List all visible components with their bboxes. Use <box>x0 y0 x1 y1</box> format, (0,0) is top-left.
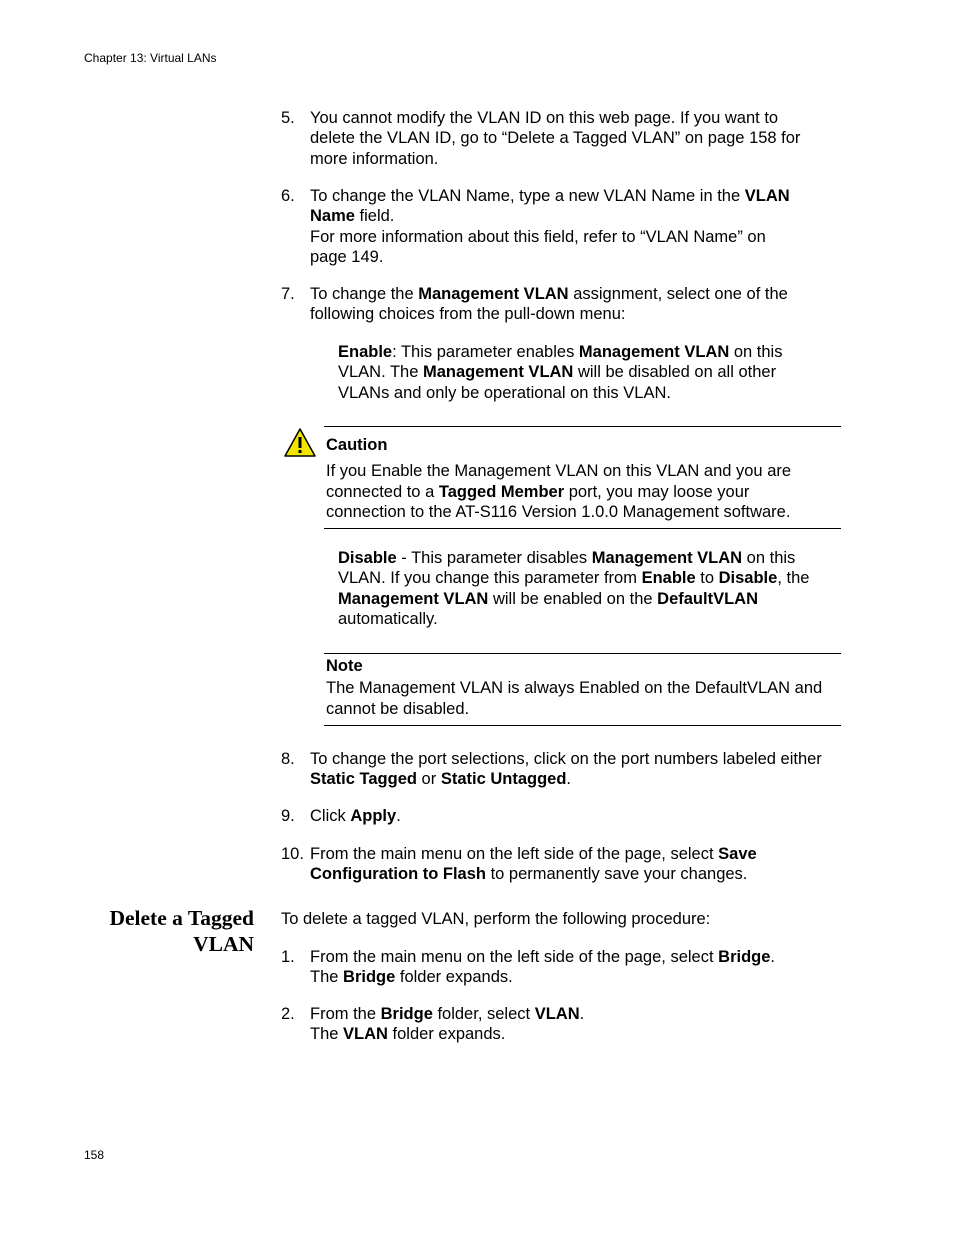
text-line: If you Enable the Management VLAN on this VLAN and you are <box>326 462 792 481</box>
bold-text: Bridge <box>718 948 771 966</box>
step-number: 1. <box>281 948 295 966</box>
step-text-line: For more information about this field, refer to “VLAN Name” on <box>310 227 766 246</box>
bold-text: Disable <box>718 569 778 588</box>
delete-step-1 <box>281 947 841 988</box>
text: Click <box>310 807 351 825</box>
step-number: 5. <box>281 109 295 127</box>
enable-description <box>338 342 838 403</box>
bold-text: Save <box>718 845 757 863</box>
text: . <box>770 948 776 966</box>
bold-text: Bridge <box>343 968 396 987</box>
bold-text: Enable <box>641 569 696 588</box>
text-line: connection to the AT-S116 Version 1.0.0 Management software. <box>326 503 791 522</box>
text: From the main menu on the left side of the page, select <box>310 948 719 966</box>
text: folder expands. <box>395 968 513 987</box>
text: on this <box>742 549 796 567</box>
step-number: 7. <box>281 285 295 303</box>
note-box <box>324 653 841 726</box>
step-text-line: To change the port selections, click on the port numbers labeled either <box>310 750 822 768</box>
caution-icon <box>283 427 317 458</box>
bold-text: Management VLAN <box>423 363 574 382</box>
text: field. <box>354 207 395 226</box>
bold-text: Tagged Member <box>438 482 565 501</box>
text: VLAN. The <box>338 363 423 382</box>
bold-text: VLAN <box>534 1005 580 1023</box>
bold-text: Static Untagged <box>440 770 567 789</box>
text: or <box>416 770 441 789</box>
text: VLAN. If you change this parameter from <box>338 569 642 588</box>
heading-line: VLAN <box>193 932 254 956</box>
bold-text: Management VLAN <box>591 549 743 567</box>
text-line: VLANs and only be operational on this VLAN. <box>338 383 671 402</box>
text: . <box>396 807 401 825</box>
step-number: 2. <box>281 1005 295 1023</box>
bold-text: Disable <box>338 549 397 567</box>
bold-text: Management VLAN <box>338 589 489 608</box>
running-header: Chapter 13: Virtual LANs <box>84 51 217 65</box>
text: will be disabled on all other <box>573 363 777 382</box>
text: will be enabled on the <box>488 589 658 608</box>
step-number: 6. <box>281 187 295 205</box>
step-text-line: following choices from the pull-down menu: <box>310 305 626 324</box>
bold-text: Static Tagged <box>310 770 417 789</box>
bold-text: Apply <box>350 807 397 825</box>
caution-box <box>324 426 841 529</box>
bold-text: DefaultVLAN <box>657 589 758 608</box>
text: folder, select <box>432 1005 535 1023</box>
text: folder expands. <box>387 1025 506 1044</box>
bold-text: Bridge <box>380 1005 433 1023</box>
text: . <box>566 770 572 789</box>
step-number: 9. <box>281 807 295 825</box>
step-7 <box>281 284 841 325</box>
section-heading <box>109 905 254 957</box>
text: From the <box>310 1005 381 1023</box>
note-title: Note <box>326 657 363 675</box>
delete-step-2 <box>281 1004 841 1045</box>
bold-text: Management VLAN <box>418 285 569 303</box>
text-line: The Management VLAN is always Enabled on the DefaultVLAN and <box>326 679 823 698</box>
bold-text: VLAN <box>744 187 790 205</box>
bold-text: Name <box>310 207 355 226</box>
text: connected to a <box>326 482 439 501</box>
section-intro: To delete a tagged VLAN, perform the following procedure: <box>281 910 711 928</box>
bold-text: Configuration to Flash <box>310 865 486 884</box>
text: assignment, select one of the <box>568 285 788 303</box>
text: to <box>695 569 719 588</box>
step-number: 8. <box>281 750 295 768</box>
step-text-line: more information. <box>310 149 439 168</box>
heading-line: Delete a Tagged <box>109 906 254 930</box>
text: . <box>579 1005 585 1023</box>
bold-text: VLAN <box>343 1025 388 1044</box>
text: The <box>310 1025 344 1044</box>
bold-text: Management VLAN <box>578 343 730 361</box>
text: To change the VLAN Name, type a new VLAN Name in the <box>310 187 745 205</box>
bold-text: Enable <box>338 343 393 361</box>
step-10 <box>281 844 841 885</box>
step-9 <box>281 806 841 826</box>
step-8 <box>281 749 841 790</box>
text-line: automatically. <box>338 610 438 629</box>
step-text-line: You cannot modify the VLAN ID on this web page. If you want to <box>310 109 779 127</box>
step-number: 10. <box>281 845 304 863</box>
text: From the main menu on the left side of the page, select <box>310 845 719 863</box>
step-text-line: page 149. <box>310 248 384 267</box>
text: to permanently save your changes. <box>485 865 748 884</box>
caution-title: Caution <box>326 436 388 454</box>
text: port, you may loose your <box>564 482 750 501</box>
step-6 <box>281 186 841 268</box>
text-line: cannot be disabled. <box>326 699 470 718</box>
text: : This parameter enables <box>392 343 579 361</box>
text: , the <box>777 569 810 588</box>
step-5 <box>281 108 841 169</box>
text: - This parameter disables <box>396 549 592 567</box>
step-text-line: delete the VLAN ID, go to “Delete a Tagged VLAN” on page 158 for <box>310 129 801 148</box>
text: on this <box>729 343 783 361</box>
disable-description <box>338 548 838 630</box>
page-number: 158 <box>84 1148 105 1162</box>
text: To change the <box>310 285 419 303</box>
text: The <box>310 968 344 987</box>
